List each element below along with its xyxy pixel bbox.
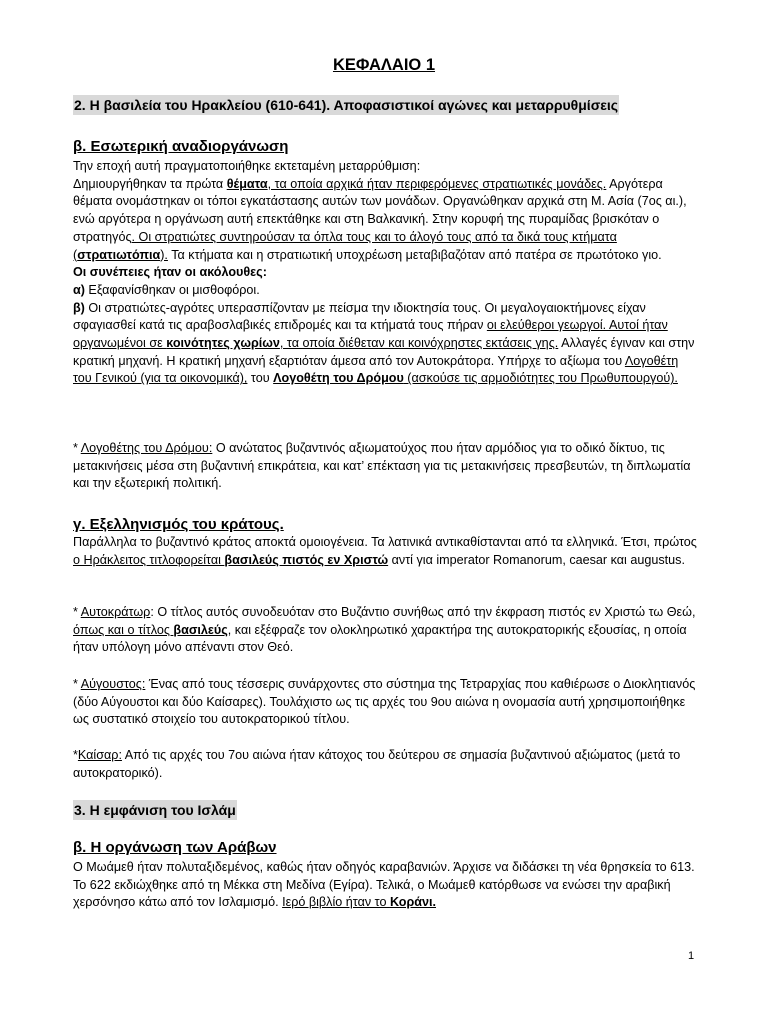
text: Αλλαγές έγιναν και στην κρατική μηχανή. Η κρατική μηχανή εξαρτιόταν άμεσα από τον Αυτοκράτορα. Υπήρχε το αξίωμα του [73, 336, 695, 368]
text: , τα οποία αρχικά ήταν περιφερόμενες στρατιωτικές μονάδες. [267, 176, 607, 191]
subsection-arab-organization-heading: β. Η οργάνωση των Αράβων [73, 839, 277, 856]
text: , τα οποία διέθεταν και κοινόχρηστες εκτάσεις γης. [279, 336, 559, 351]
text: Λογοθέτη του Γενικού (για τα οικονομικά), [73, 353, 679, 386]
text: Από τις αρχές του 7ου αιώνα ήταν κάτοχος του δεύτερου σε σημασία βυζαντινού αξιώματος (μετά το αυτοκρατορικό). [73, 748, 681, 780]
section-3-heading: 3. Η εμφάνιση του Ισλάμ [74, 802, 236, 818]
text: Ιερό βιβλίο ήταν το [282, 895, 390, 910]
list-label-a: α) [73, 282, 85, 297]
text: * [73, 677, 81, 691]
text: αντί για imperator Romanorum, caesar και augustus. [388, 552, 685, 567]
text: ). [160, 247, 168, 262]
text: Τα κτήματα και η στρατιωτική υποχρέωση μεταβιβαζόταν από πατέρα σε πρωτότοκο γιο. [167, 247, 662, 262]
text: ο Ηράκλειτος τιτλοφορείται [73, 552, 225, 567]
page-number: 1 [688, 950, 695, 962]
consequences-label: Οι συνέπειες ήταν οι ακόλουθες: [73, 265, 267, 280]
text: , και εξέφραζε τον ολοκληρωτικό χαρακτήρα της αυτοκρατορικής εξουσίας, η οποία ήταν υπόλογη μόνο απέναντι στον Θεό. [73, 622, 687, 655]
emphasis-koran: Κοράνι. [389, 895, 436, 910]
text: Αργότερα θέματα ονομάστηκαν οι τόποι εγκατάστασης αυτών των μονάδων. Οργανώθηκαν αρχικά στη Μ. Ασία (7ος αι.), ενώ αργότερα η οργάνωση αυτή επεκτάθηκε και στη Βαλκανική. Στην κορυφή της πυραμίδας βρισκόταν ο στρατηγός [73, 176, 687, 244]
text: Εξαφανίσθηκαν οι μισθοφόροι. [84, 282, 260, 297]
text: Ένας από τους τέσσερις συνάρχοντες στο σύστημα της Τετραρχίας που καθιέρωσε ο Διοκλητιανός (δύο Αύγουστοι και δύο Καίσαρες). Τουλάχιστο ως τις αρχές του 9ου αιώνα η ονομασία αυτή χρησιμοποιήθηκε ως συστατικό στοιχείο του αυτοκρατορικού τίτλου. [73, 677, 696, 727]
emphasis-village-communities: κοινότητες χωρίων [166, 336, 280, 351]
text: Ο ανώτατος βυζαντινός αξιωματούχος που ήταν αρμόδιος για το οδικό δίκτυο, τις μετακινήσεις μέσα στη βυζαντινή επικράτεια, και κατ’ επέκταση για τις μετακινήσεις πρεσβευτών, τη διπλωματία και την εξωτερική πολιτική. [73, 441, 691, 491]
note-augustus [73, 676, 698, 729]
subsection-hellenization-heading: γ. Εξελληνισμός του κράτους. [73, 516, 284, 533]
text: όπως και ο τίτλος [73, 622, 174, 637]
note-label: Καίσαρ: [77, 748, 122, 762]
text: Παράλληλα το βυζαντινό κράτος αποκτά ομοιογένεια. Τα λατινικά αντικαθίστανται από τα ελληνικά. Έτσι, πρώτος [73, 535, 697, 549]
section-2-heading: 2. Η βασιλεία του Ηρακλείου (610-641). Αποφασιστικοί αγώνες και μεταρρυθμίσεις [74, 97, 619, 113]
chapter-title: ΚΕΦΑΛΑΙΟ 1 [332, 56, 436, 74]
note-label: Αυτοκράτωρ [80, 605, 151, 619]
paragraph-arabs [73, 859, 698, 912]
note-caesar [73, 747, 698, 782]
text: Δημιουργήθηκαν τα πρώτα [73, 176, 227, 191]
note-label: Αύγουστος: [80, 677, 146, 691]
emphasis-basileus: βασιλεύς πιστός εν Χριστώ [224, 552, 389, 567]
text: * [73, 748, 78, 762]
note-autokrator [73, 604, 698, 657]
text: του [247, 371, 274, 386]
paragraph-reform [73, 158, 698, 388]
emphasis-basileus-title: βασιλεύς [173, 622, 228, 637]
subsection-internal-reorganization-heading: β. Εσωτερική αναδιοργάνωση [73, 138, 289, 155]
text: * [73, 605, 81, 619]
text: * [73, 441, 81, 455]
text: Την εποχή αυτή πραγματοποιήθηκε εκτεταμένη μεταρρύθμιση: [73, 159, 421, 173]
text: Οι στρατιώτες-αγρότες υπερασπίζονταν με πείσμα την ιδιοκτησία τους. Οι μεγαλογαιοκτήμονες είχαν σφαγιασθεί κατά τις αραβοσλαβικές επιδρομές και τα κτήματά τους πήραν [73, 300, 646, 333]
emphasis-stratiotopia: στρατιωτόπια [77, 247, 161, 262]
text: . Οι στρατιώτες συντηρούσαν τα όπλα τους και το άλογό τους από τα δικά τους κτήματα ( [73, 229, 617, 262]
text: Ο Μωάμεθ ήταν πολυταξιδεμένος, καθώς ήταν οδηγός καραβανιών. Άρχισε να διδάσκει τη νέα θρησκεία το 613. Το 622 εκδιώχθηκε από τη Μέκκα στη Μεδίνα (Εγίρα). Τελικά, ο Μωάμεθ κατόρθωσε να ενώσει την αραβική χερσόνησο κάτω από τον Ισλαμισμό. [73, 860, 695, 910]
note-label: Λογοθέτης του Δρόμου: [80, 441, 213, 455]
text: (ασκούσε τις αρμοδιότητες του Πρωθυπουργού). [403, 371, 678, 386]
emphasis-themata: θέματα [226, 176, 268, 191]
text: : Ο τίτλος αυτός συνοδευόταν στο Βυζάντιο συνήθως από την έκφραση πιστός εν Χριστώ τω Θεώ, [150, 605, 696, 619]
text: οι ελεύθεροι γεωργοί. Αυτοί ήταν οργανωμένοι σε [73, 318, 668, 351]
list-label-b: β) [73, 300, 85, 315]
paragraph-hellenization [73, 534, 698, 569]
note-logothete [73, 440, 698, 493]
emphasis-logothete-dromos: Λογοθέτη του Δρόμου [273, 371, 404, 386]
